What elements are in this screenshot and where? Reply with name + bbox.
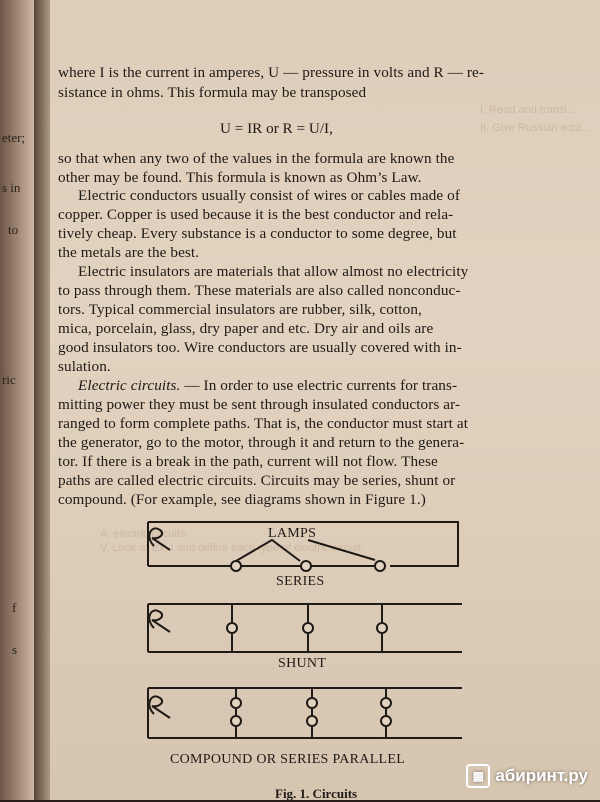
bleed-through-text: V. Look at Ex. I and define each type of electric circuit. — [100, 542, 364, 554]
text-line: tor. If there is a break in the path, current will not flow. These — [58, 453, 438, 470]
generator-icon — [149, 528, 170, 550]
text-line: paths are called electric circuits. Circuits may be series, shunt or — [58, 472, 456, 489]
bleed-through-text: I. Read and transl... — [480, 104, 576, 116]
text-line: mica, porcelain, glass, dry paper and etc. Dry air and oils are — [58, 320, 434, 337]
lamp-icon — [307, 716, 317, 726]
book-icon: ▦ — [466, 764, 490, 788]
text-line: tively cheap. Every substance is a conductor to some degree, but — [58, 225, 457, 242]
book-page — [50, 0, 600, 800]
lamp-icon — [231, 716, 241, 726]
text-line: compound. (For example, see diagrams shown in Figure 1.) — [58, 491, 426, 508]
compound-circuit-diagram — [148, 688, 462, 738]
left-margin-text: ric — [2, 372, 16, 387]
text-line: other may be found. This formula is known as Ohm’s Law. — [58, 169, 422, 186]
text-line: where I is the current in amperes, U — pressure in volts and R — re- — [58, 64, 485, 81]
lamp-icon — [381, 716, 391, 726]
left-margin-text: to — [8, 222, 19, 237]
watermark-text: абиринт.ру — [495, 766, 588, 785]
lamp-icon — [381, 698, 391, 708]
left-margin-text: s in — [2, 180, 21, 195]
text-line: ranged to form complete paths. That is, the conductor must start at — [58, 415, 469, 432]
text-line: the generator, go to the motor, through it and return to the genera- — [58, 434, 465, 451]
left-margin-text: s — [12, 642, 18, 657]
shunt-label: SHUNT — [278, 656, 327, 671]
bleed-through-text: A. electric circuits — [100, 528, 186, 540]
left-page-edge — [0, 0, 34, 800]
text-line: mitting power they must be sent through insulated conductors ar- — [58, 396, 461, 413]
compound-label: COMPOUND OR SERIES PARALLEL — [170, 752, 406, 767]
watermark — [466, 764, 588, 788]
text-line: to pass through them. These materials are also called nonconduc- — [58, 282, 461, 299]
generator-icon — [149, 696, 170, 718]
left-margin-text: eter; — [2, 130, 26, 145]
lamp-icon — [375, 561, 385, 571]
generator-icon — [149, 610, 170, 632]
text-line: tors. Typical commercial insulators are rubber, silk, cotton, — [58, 301, 422, 318]
lamps-label: LAMPS — [268, 526, 317, 541]
left-margin-text: f — [12, 600, 17, 615]
shunt-circuit-diagram — [148, 604, 462, 652]
lamp-icon — [231, 561, 241, 571]
text-line: Electric conductors usually consist of wires or cables made of — [78, 187, 460, 204]
lamp-icon — [303, 623, 313, 633]
text-span: — In order to use electric currents for trans- — [180, 377, 458, 394]
lamp-icon — [301, 561, 311, 571]
ohms-law-formula: U = IR or R = U/I, — [220, 120, 333, 137]
lamp-icon — [227, 623, 237, 633]
lamp-icon — [231, 698, 241, 708]
bleed-through-text: II. Give Russian equi... — [480, 122, 591, 134]
text-line: Electric insulators are materials that allow almost no electricity — [78, 263, 469, 280]
series-label: SERIES — [276, 574, 325, 589]
lamp-icon — [377, 623, 387, 633]
text-line: the metals are the best. — [58, 244, 200, 261]
lamp-icon — [307, 698, 317, 708]
text-line: copper. Copper is used because it is the best conductor and rela- — [58, 206, 454, 223]
text-line: good insulators too. Wire conductors are usually covered with in- — [58, 339, 462, 356]
figure-caption: Fig. 1. Circuits — [275, 786, 358, 801]
section-heading-electric-circuits: Electric circuits. — [78, 377, 181, 394]
text-line: sulation. — [58, 358, 111, 375]
text-line: sistance in ohms. This formula may be transposed — [58, 84, 367, 101]
circuit-diagrams — [50, 0, 600, 800]
text-line: so that when any two of the values in the formula are known the — [58, 150, 455, 167]
